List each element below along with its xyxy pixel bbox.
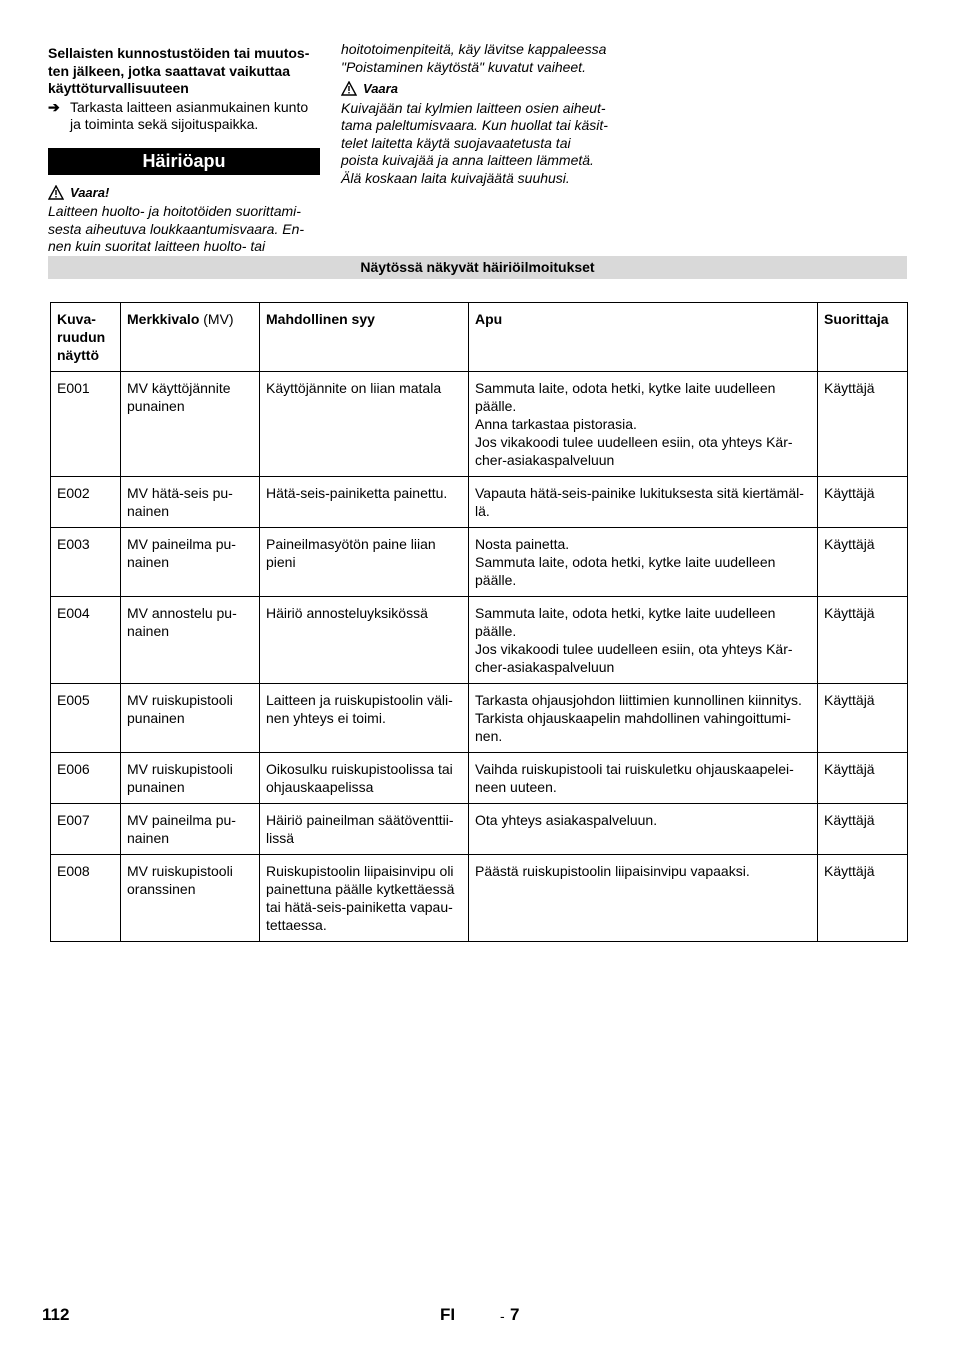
cell-remedy-line: Jos vikakoodi tulee uudelleen esiin, ota yhteys Kär-: [475, 434, 793, 450]
cell-remedy-line: Jos vikakoodi tulee uudelleen esiin, ota yhteys Kär-: [475, 641, 793, 657]
cell-indicator-line: punainen: [127, 398, 185, 414]
cell-remedy: [469, 597, 818, 684]
section-page-number: 7: [510, 1305, 520, 1324]
cell-indicator-line: MV paineilma pu-: [127, 812, 236, 828]
header-line: näyttö: [57, 347, 99, 363]
cell-cause-line: Laitteen ja ruiskupistoolin väli-: [266, 692, 453, 708]
cell-cause-line: Ruiskupistoolin liipaisinvipu oli: [266, 863, 454, 879]
table-row: [51, 855, 908, 942]
warning-heading: [341, 80, 626, 98]
cell-indicator: [121, 477, 260, 528]
warning-line: nen kuin suoritat laitteen huolto- tai: [48, 238, 266, 254]
left-column: [48, 45, 320, 256]
warning-line: poista kuivajää ja anna laitteen lämmetä.: [341, 152, 594, 168]
cell-indicator-line: MV annostelu pu-: [127, 605, 237, 621]
cell-indicator-line: MV ruiskupistooli: [127, 692, 233, 708]
cell-cause: [260, 804, 469, 855]
warning-line: sesta aiheutuva loukkaantumisvaara. En-: [48, 220, 305, 237]
cell-remedy-line: neen uuteen.: [475, 779, 557, 795]
cell-indicator: [121, 597, 260, 684]
cell-cause: [260, 855, 469, 942]
table-row: [51, 477, 908, 528]
cell-cause-line: lissä: [266, 830, 295, 846]
warning-triangle-icon: [48, 185, 64, 200]
right-column: [341, 41, 626, 187]
cell-code: E007: [51, 804, 121, 855]
cell-remedy-line: cher-asiakaspalveluun: [475, 452, 615, 468]
cell-remedy-line: Nosta painetta.: [475, 536, 570, 552]
cell-cause-line: painettuna päälle kytkettäessä: [266, 881, 455, 897]
cell-remedy-line: Vaihda ruiskupistooli tai ruiskuletku ohjauskaapelei-: [475, 761, 794, 777]
cell-remedy: [469, 804, 818, 855]
cell-remedy-line: Tarkista ohjauskaapelin mahdollinen vahingoittumi-: [475, 710, 791, 726]
header-line: ruudun: [57, 329, 106, 345]
cell-remedy-line: cher-asiakaspalveluun: [475, 659, 615, 675]
cell-cause-line: tettaessa.: [266, 917, 327, 933]
cell-remedy-line: Tarkasta ohjausjohdon liittimien kunnollinen kiinnitys.: [475, 692, 802, 708]
language-code: FI: [440, 1305, 456, 1324]
warning-line: Kuivajään tai kylmien laitteen osien aiheut-: [341, 99, 606, 116]
cell-cause: [260, 753, 469, 804]
cell-performer: Käyttäjä: [818, 855, 908, 942]
error-table: [50, 302, 908, 942]
page-number: 112: [42, 1305, 70, 1324]
cell-indicator-line: punainen: [127, 779, 185, 795]
cell-cause: [260, 372, 469, 477]
instruction-item: [48, 99, 320, 134]
continued-warning-text: [341, 41, 626, 76]
table-row: [51, 372, 908, 477]
cell-cause-line: Häiriö paineilman säätöventtii-: [266, 812, 454, 828]
section-title: Häiriöapu: [48, 148, 320, 175]
cell-remedy-line: lä.: [475, 503, 490, 519]
cell-indicator: [121, 855, 260, 942]
cell-cause-line: pieni: [266, 554, 296, 570]
cell-remedy-line: päälle.: [475, 623, 517, 639]
cell-performer: Käyttäjä: [818, 597, 908, 684]
cell-code: E005: [51, 684, 121, 753]
header-indicator-abbr: (MV): [203, 311, 234, 327]
cell-remedy: [469, 477, 818, 528]
cell-remedy: [469, 753, 818, 804]
header-performer: Suorittaja: [818, 303, 908, 372]
table-caption: Näytössä näkyvät häiriöilmoitukset: [48, 256, 907, 279]
warning-heading: [48, 184, 320, 202]
cell-code: E001: [51, 372, 121, 477]
cell-indicator-line: nainen: [127, 503, 170, 519]
cell-code: E002: [51, 477, 121, 528]
cell-cause-line: nen yhteys ei toimi.: [266, 710, 386, 726]
cell-cause: [260, 477, 469, 528]
cell-indicator: [121, 372, 260, 477]
instruction-line: ja toiminta sekä sijoituspaikka.: [70, 116, 259, 132]
header-display: [51, 303, 121, 372]
cell-indicator-line: nainen: [127, 623, 170, 639]
cell-code: E004: [51, 597, 121, 684]
warning-title: Vaara: [363, 81, 398, 96]
warning-text: [341, 100, 626, 188]
cell-performer: Käyttäjä: [818, 804, 908, 855]
table-body: [51, 372, 908, 942]
table-row: [51, 804, 908, 855]
arrow-right-icon: ➔: [48, 98, 60, 115]
cell-indicator-line: MV ruiskupistooli: [127, 863, 233, 879]
cell-indicator: [121, 753, 260, 804]
cell-performer: Käyttäjä: [818, 477, 908, 528]
cell-indicator-line: MV paineilma pu-: [127, 536, 236, 552]
cell-indicator: [121, 804, 260, 855]
instruction-line: Tarkasta laitteen asianmukainen kunto: [70, 98, 309, 115]
cell-remedy: [469, 372, 818, 477]
cell-remedy-line: päälle.: [475, 572, 517, 588]
header-line: Kuva-: [57, 311, 96, 327]
cell-cause-line: Paineilmasyötön paine liian: [266, 536, 436, 552]
cell-cause-line: Häiriö annosteluyksikössä: [266, 605, 428, 621]
cell-performer: Käyttäjä: [818, 372, 908, 477]
cell-cause: [260, 597, 469, 684]
cell-cause-line: Hätä-seis-painiketta painettu.: [266, 485, 448, 501]
cell-remedy-line: Anna tarkastaa pistorasia.: [475, 416, 637, 432]
table-row: [51, 753, 908, 804]
cell-performer: Käyttäjä: [818, 684, 908, 753]
cell-code: E003: [51, 528, 121, 597]
warning-line: telet laitetta käytä suojavaatetusta tai: [341, 134, 571, 151]
cell-code: E006: [51, 753, 121, 804]
header-indicator-label: Merkkivalo: [127, 311, 200, 327]
cell-remedy-line: Vapauta hätä-seis-painike lukituksesta sitä kiertämäl-: [475, 485, 804, 501]
cell-cause-line: Oikosulku ruiskupistoolissa tai: [266, 761, 453, 777]
cell-remedy: [469, 528, 818, 597]
maintenance-heading: [48, 45, 320, 98]
cell-cause: [260, 684, 469, 753]
cell-remedy-line: Ota yhteys asiakaspalveluun.: [475, 812, 658, 828]
warning-title: Vaara!: [70, 184, 110, 200]
cell-performer: Käyttäjä: [818, 753, 908, 804]
warning-line: tama paleltumisvaara. Kun huollat tai käsit-: [341, 117, 608, 133]
table-row: [51, 597, 908, 684]
heading-line: ten jälkeen, jotka saattavat vaikuttaa: [48, 62, 290, 79]
cell-indicator-line: nainen: [127, 830, 170, 846]
cell-cause: [260, 528, 469, 597]
cell-code: E008: [51, 855, 121, 942]
cell-remedy-line: nen.: [475, 728, 503, 744]
header-cause: Mahdollinen syy: [260, 303, 469, 372]
cell-remedy-line: päälle.: [475, 398, 517, 414]
cell-indicator: [121, 528, 260, 597]
cell-indicator-line: MV hätä-seis pu-: [127, 485, 233, 501]
continued-line: hoitotoimenpiteitä, käy lävitse kappaleessa: [341, 41, 607, 57]
cell-remedy-line: Sammuta laite, odota hetki, kytke laite uudelleen: [475, 554, 776, 570]
cell-indicator-line: MV ruiskupistooli: [127, 761, 233, 777]
warning-text: [48, 203, 320, 256]
cell-indicator: [121, 684, 260, 753]
table-row: [51, 528, 908, 597]
heading-line: Sellaisten kunnostustöiden tai muutos-: [48, 45, 310, 61]
cell-remedy-line: Päästä ruiskupistoolin liipaisinvipu vapaaksi.: [475, 863, 750, 879]
cell-indicator-line: nainen: [127, 554, 170, 570]
header-indicator: [121, 303, 260, 372]
warning-line: Älä koskaan laita kuivajäätä suuhusi.: [341, 169, 570, 186]
cell-indicator-line: MV käyttöjännite: [127, 380, 231, 396]
cell-remedy: [469, 684, 818, 753]
cell-remedy-line: Sammuta laite, odota hetki, kytke laite uudelleen: [475, 605, 776, 621]
header-remedy: Apu: [469, 303, 818, 372]
cell-cause-line: Käyttöjännite on liian matala: [266, 380, 442, 396]
cell-cause-line: tai hätä-seis-painiketta vapau-: [266, 899, 453, 915]
cell-indicator-line: oranssinen: [127, 881, 196, 897]
cell-remedy-line: Sammuta laite, odota hetki, kytke laite uudelleen: [475, 380, 776, 396]
warning-line: Laitteen huolto- ja hoitotöiden suorittami-: [48, 203, 301, 219]
table-header-row: [51, 303, 908, 372]
table-row: [51, 684, 908, 753]
cell-indicator-line: punainen: [127, 710, 185, 726]
cell-remedy: [469, 855, 818, 942]
cell-cause-line: ohjauskaapelissa: [266, 779, 374, 795]
cell-performer: Käyttäjä: [818, 528, 908, 597]
continued-line: "Poistaminen käytöstä" kuvatut vaiheet.: [341, 58, 586, 75]
warning-triangle-icon: [341, 81, 357, 96]
footer-dash: -: [500, 1308, 505, 1324]
heading-line: käyttöturvallisuuteen: [48, 80, 189, 96]
